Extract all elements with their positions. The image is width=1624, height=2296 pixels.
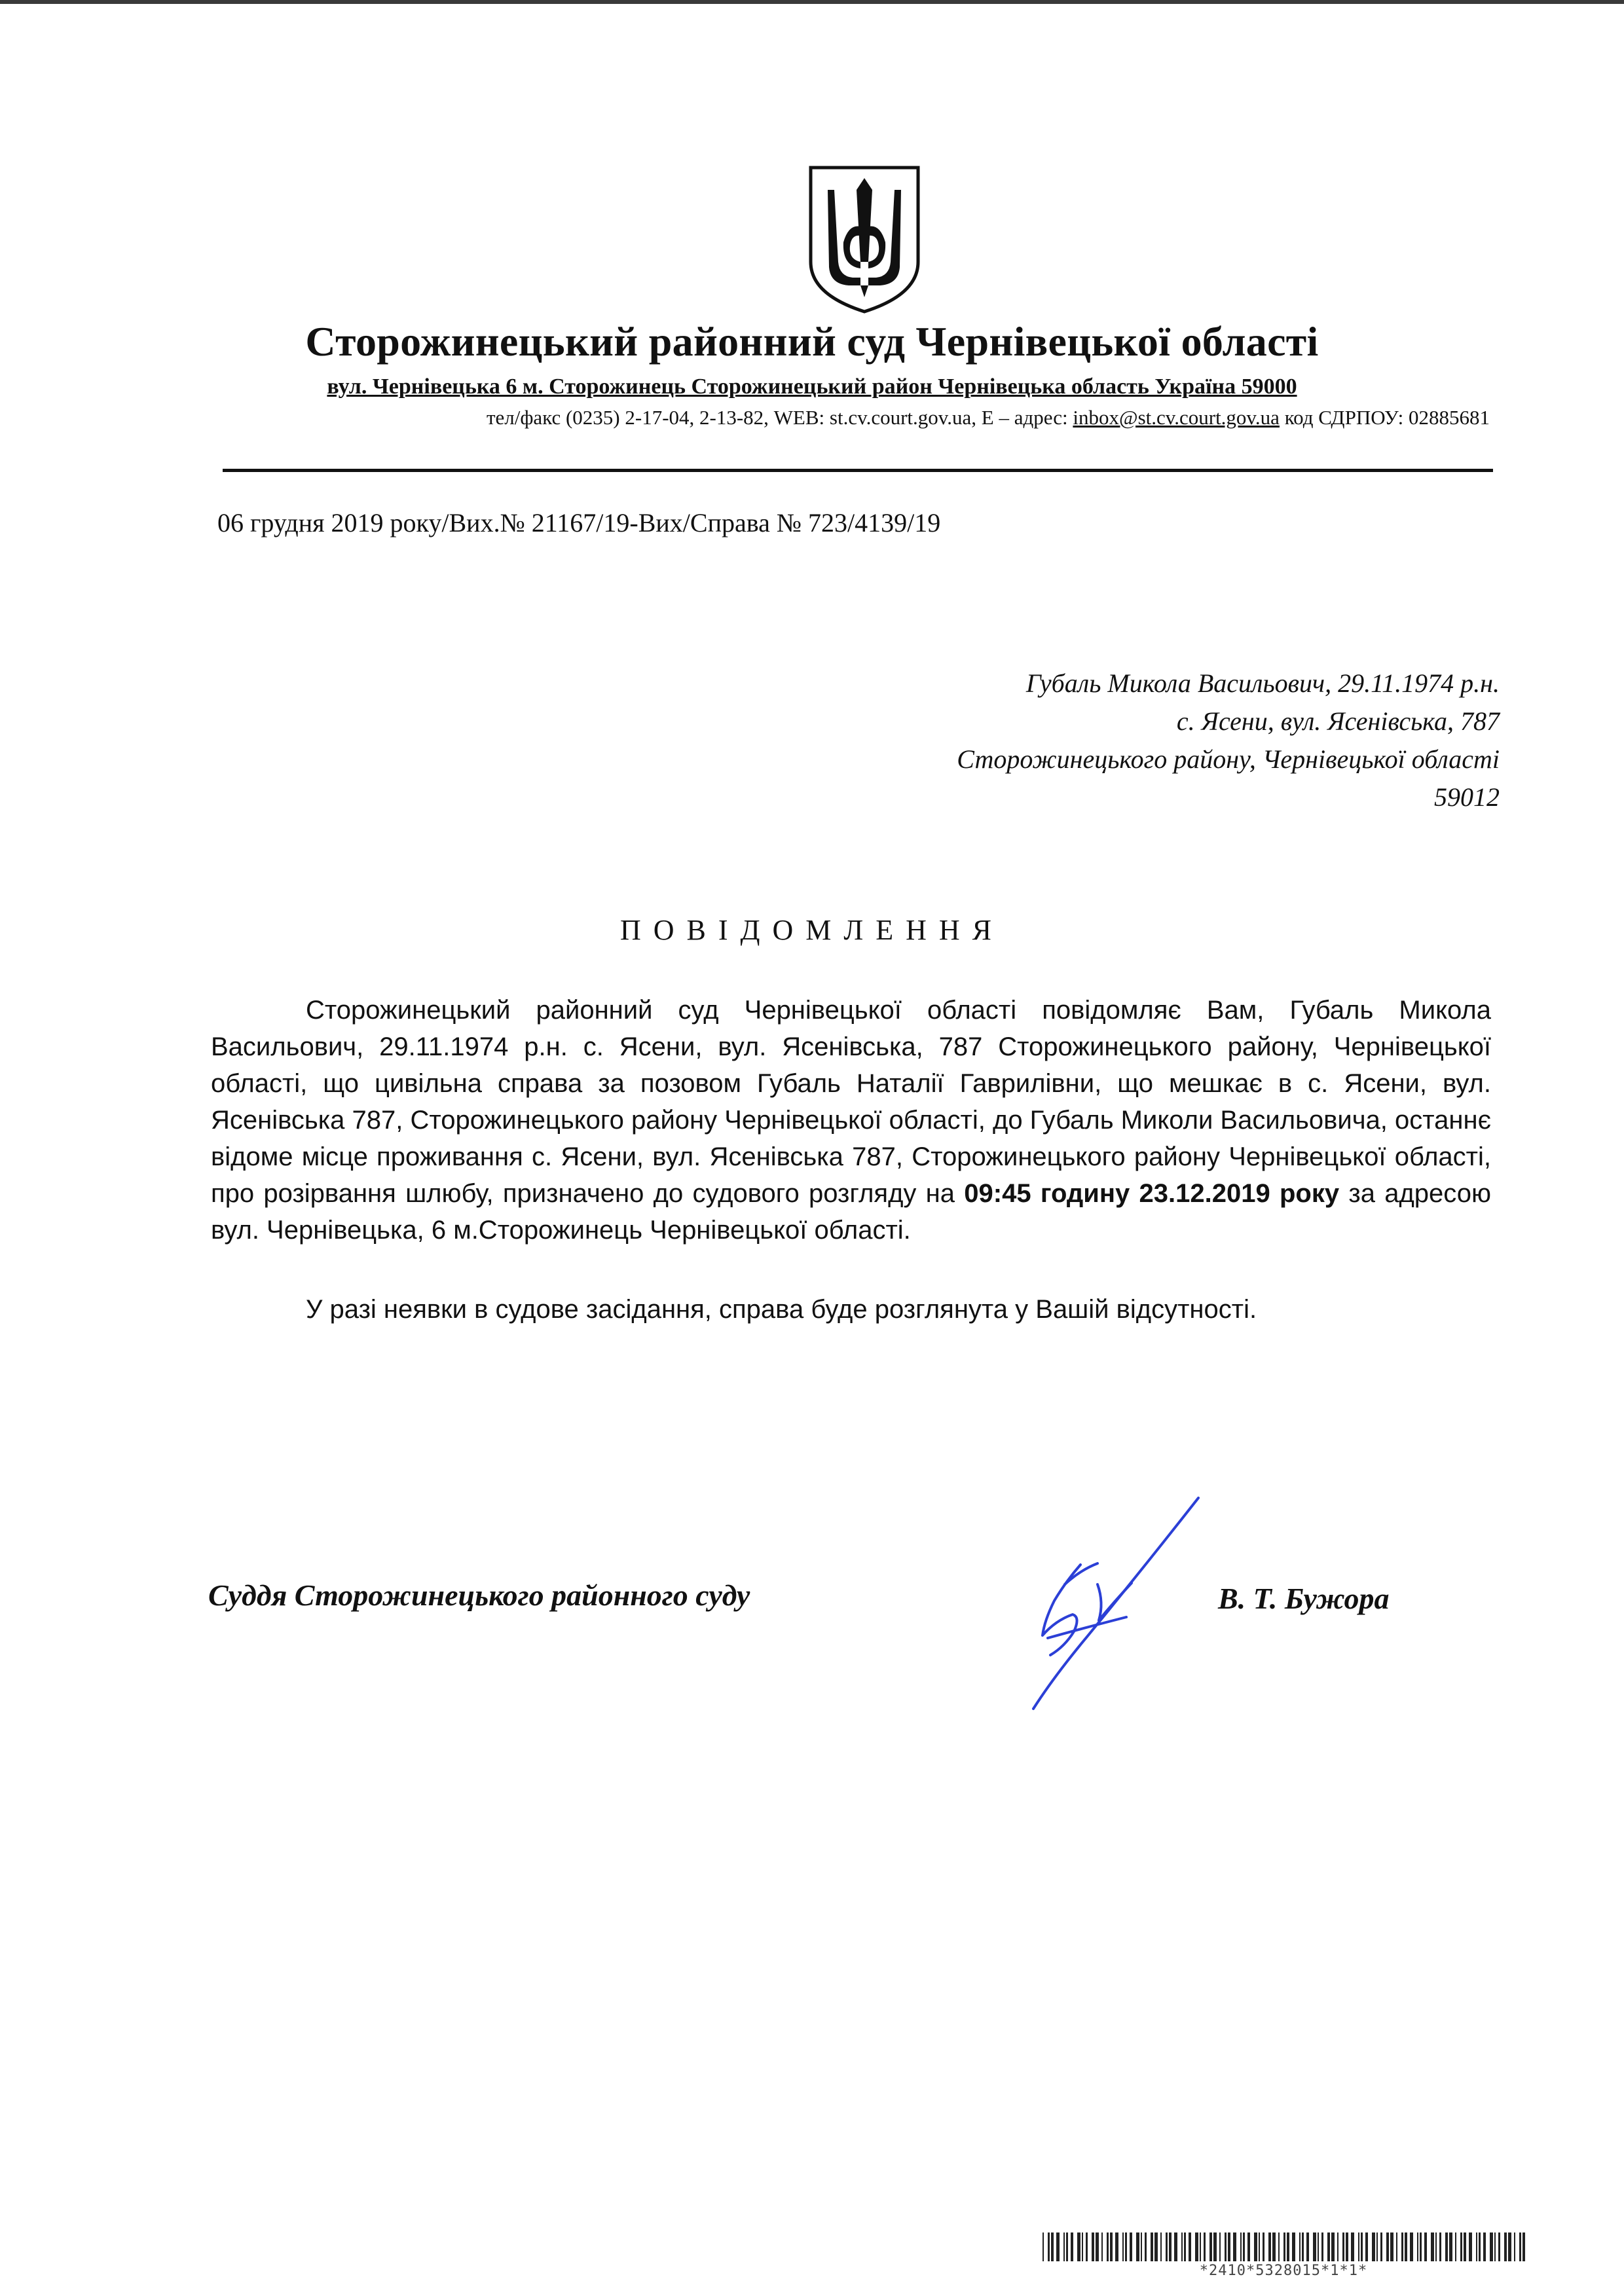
addressee-street: с. Ясени, вул. Ясенівська, 787 bbox=[1176, 706, 1500, 736]
notice-paragraph-1 bbox=[211, 992, 1491, 1248]
court-email: inbox@st.cv.court.gov.ua bbox=[1073, 406, 1280, 429]
outgoing-reference: 06 грудня 2019 року/Вих.№ 21167/19-Вих/Справа № 723/4139/19 bbox=[217, 508, 941, 538]
addressee-name: Губаль Микола Васильович, 29.11.1974 р.н. bbox=[1025, 668, 1500, 698]
hearing-datetime: 09:45 годину 23.12.2019 року bbox=[964, 1179, 1340, 1208]
paragraph-1-text-a: Сторожинецький районний суд Чернівецької області повідомляє Вам, Губаль Микола Васильович, 29.11.1974 р.н. с. Ясени, вул. Ясенівська, 787 Сторожинецького району, Чернівецької області, що цивільна справа за позовом Губаль Наталії Гаврилівни, що мешкає в с. Ясени, вул. Ясенівська 787, Сторожинецького району Чернівецької області, до Губаль Миколи Васильовича, останнє відоме місце проживання с. Ясени, вул. Ясенівська 787, Сторожинецького району Чернівецької області, про розірвання шлюбу, призначено до судового розгляду на bbox=[211, 996, 1491, 1208]
contacts-suffix: код СДРПОУ: 02885681 bbox=[1279, 406, 1490, 429]
paragraph-1-text-b: за адресою вул. Чернівецька, 6 м.Сторожинець Чернівецької області. bbox=[211, 1179, 1491, 1245]
judge-title: Суддя Сторожинецького районного суду bbox=[208, 1578, 750, 1612]
header-divider bbox=[223, 469, 1493, 472]
ukraine-trident-emblem-icon bbox=[805, 164, 923, 314]
notice-paragraph-2: У разі неявки в судове засідання, справа буде розглянута у Вашій відсутності. bbox=[306, 1295, 1257, 1324]
handwritten-signature-icon bbox=[982, 1486, 1218, 1722]
addressee-postcode: 59012 bbox=[1434, 782, 1500, 812]
notice-body bbox=[211, 992, 1491, 1328]
barcode-icon bbox=[1041, 2232, 1526, 2261]
notice-title: ПОВІДОМЛЕННЯ bbox=[619, 914, 1005, 946]
court-address: вул. Чернівецька 6 м. Сторожинець Сторожинецький район Чернівецька область Україна 59000 bbox=[327, 374, 1297, 399]
addressee-block bbox=[583, 665, 1500, 816]
addressee-region: Сторожинецького району, Чернівецької області bbox=[957, 744, 1500, 774]
judge-name: В. Т. Бужора bbox=[1218, 1582, 1390, 1615]
barcode-number: *2410*5328015*1*1* bbox=[1199, 2263, 1368, 2279]
contacts-prefix: тел/факс (0235) 2-17-04, 2-13-82, WEB: st.cv.court.gov.ua, E – адрес: bbox=[486, 406, 1073, 429]
court-name: Сторожинецький районний суд Чернівецької області bbox=[305, 318, 1319, 365]
scan-edge bbox=[0, 0, 1624, 4]
court-contacts bbox=[213, 406, 1490, 429]
